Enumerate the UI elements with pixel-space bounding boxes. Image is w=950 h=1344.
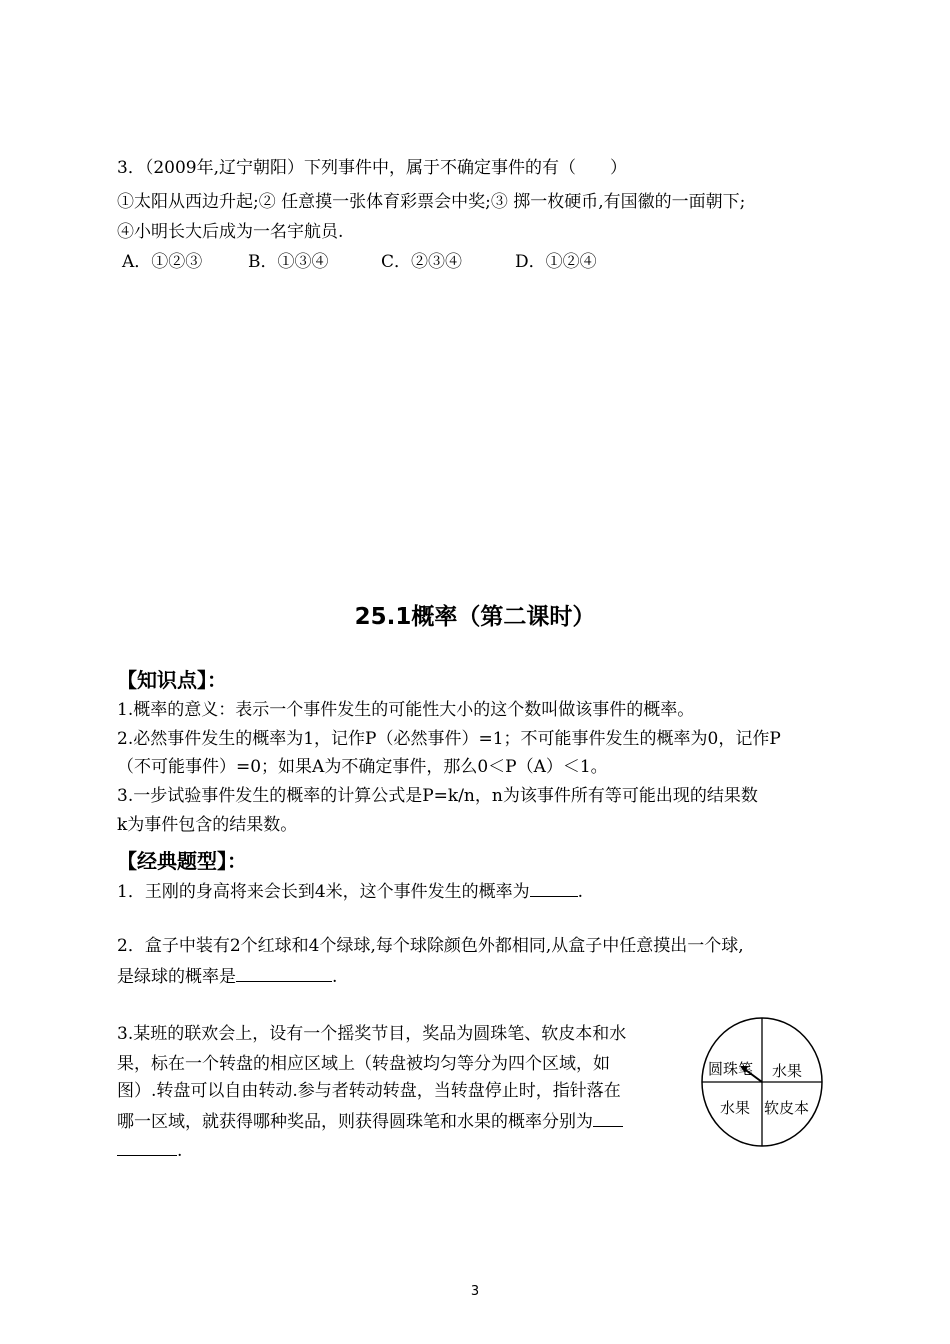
spinner-label-bottom-left: 水果 bbox=[720, 1099, 751, 1117]
knowledge-point-3b: k为事件包含的结果数。 bbox=[117, 815, 298, 835]
example-3-text: 哪一区域，就获得哪种奖品，则获得圆珠笔和水果的概率分别为 bbox=[117, 1112, 593, 1132]
prev-question-items-2: ④小明长大后成为一名宇航员. bbox=[117, 222, 344, 242]
example-3a: 3.某班的联欢会上，设有一个摇奖节目，奖品为圆珠笔、软皮本和水 bbox=[117, 1024, 627, 1044]
page-number: 3 bbox=[470, 1284, 480, 1299]
prev-question-stem: 3．（2009年,辽宁朝阳）下列事件中，属于不确定事件的有（ ） bbox=[117, 158, 627, 178]
option-b: B．①③④ bbox=[248, 252, 329, 272]
answer-blank-3b[interactable] bbox=[117, 1139, 177, 1156]
example-1-end: . bbox=[577, 882, 584, 902]
example-3c: 图）.转盘可以自由转动.参与者转动转盘，当转盘停止时，指针落在 bbox=[117, 1081, 621, 1101]
knowledge-point-2b: （不可能事件）=0；如果A为不确定事件，那么0＜P（A）＜1。 bbox=[117, 757, 608, 777]
example-2b bbox=[117, 965, 337, 987]
option-a: A．①②③ bbox=[122, 252, 203, 272]
example-1-text: 1．王刚的身高将来会长到4米，这个事件发生的概率为 bbox=[117, 882, 530, 902]
option-c: C．②③④ bbox=[381, 252, 463, 272]
spinner-figure bbox=[700, 1016, 824, 1148]
knowledge-point-1: 1.概率的意义：表示一个事件发生的可能性大小的这个数叫做该事件的概率。 bbox=[117, 700, 695, 720]
examples-heading: 【经典题型】： bbox=[117, 849, 247, 873]
spinner-svg bbox=[700, 1016, 824, 1148]
example-3e bbox=[117, 1139, 182, 1161]
example-2-end: . bbox=[332, 967, 338, 987]
example-3b: 果，标在一个转盘的相应区域上（转盘被均匀等分为四个区域，如 bbox=[117, 1054, 610, 1074]
page-title: 25.1概率（第二课时） bbox=[354, 604, 596, 630]
knowledge-heading: 【知识点】： bbox=[117, 668, 227, 692]
knowledge-point-3a: 3.一步试验事件发生的概率的计算公式是P=k/n，n为该事件所有等可能出现的结果数 bbox=[117, 786, 758, 806]
option-d: D．①②④ bbox=[515, 252, 597, 272]
spinner-label-top-left: 圆珠笔 bbox=[708, 1060, 754, 1078]
example-3-end: . bbox=[177, 1141, 183, 1161]
answer-blank-3a[interactable] bbox=[593, 1110, 623, 1127]
spinner-label-top-right: 水果 bbox=[772, 1062, 803, 1080]
example-2a: 2．盒子中装有2个红球和4个绿球,每个球除颜色外都相同,从盒子中任意摸出一个球, bbox=[117, 936, 744, 956]
knowledge-point-2a: 2.必然事件发生的概率为1，记作P（必然事件）=1；不可能事件发生的概率为0，记作P bbox=[117, 729, 781, 749]
answer-blank-2[interactable] bbox=[236, 965, 332, 982]
example-3d bbox=[117, 1110, 623, 1132]
prev-question-items-1: ①太阳从西边升起;② 任意摸一张体育彩票会中奖;③ 掷一枚硬币,有国徽的一面朝下; bbox=[117, 192, 746, 212]
example-1 bbox=[117, 880, 583, 902]
example-2-text: 是绿球的概率是 bbox=[117, 967, 236, 987]
answer-blank-1[interactable] bbox=[530, 880, 578, 897]
spinner-label-bottom-right: 软皮本 bbox=[764, 1099, 810, 1117]
